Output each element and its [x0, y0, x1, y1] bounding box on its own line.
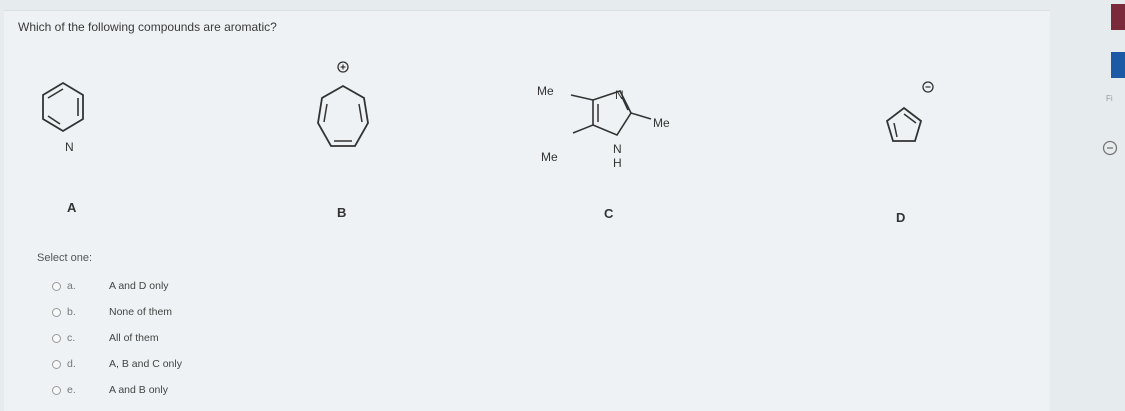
select-one-label: Select one: [37, 252, 93, 264]
option-b[interactable] [52, 304, 172, 320]
tropylium-structure [310, 58, 380, 158]
atom-n: N [65, 140, 74, 154]
atom-me-right: Me [653, 116, 670, 130]
radio-button[interactable] [52, 360, 61, 369]
option-text: A and B only [109, 384, 168, 396]
side-panel [1098, 0, 1125, 407]
atom-me-bottom: Me [541, 150, 558, 164]
radio-button[interactable] [52, 334, 61, 343]
radio-button[interactable] [52, 386, 61, 395]
flag-marker-top[interactable] [1111, 4, 1125, 30]
option-text: A, B and C only [109, 358, 182, 370]
molecule-label-b: B [337, 205, 347, 220]
option-letter: c. [67, 332, 76, 344]
atom-n-bottom: N [613, 142, 622, 156]
side-label: Fi [1106, 94, 1113, 103]
question-text: Which of the following compounds are aromatic? [18, 20, 277, 34]
minus-circle-icon[interactable] [1102, 140, 1118, 161]
molecule-a [38, 78, 98, 163]
molecule-label-c: C [604, 206, 614, 221]
option-letter: e. [67, 384, 76, 396]
molecule-label-d: D [896, 210, 906, 225]
atom-me-top: Me [537, 84, 554, 98]
option-a[interactable] [52, 278, 169, 294]
option-e[interactable] [52, 382, 168, 398]
flag-marker-blue[interactable] [1111, 52, 1125, 78]
cyclopentadienyl-structure [873, 78, 943, 158]
option-letter: b. [67, 306, 76, 318]
option-text: None of them [109, 306, 173, 318]
option-letter: d. [67, 358, 76, 370]
molecule-b [310, 58, 380, 163]
option-text: All of them [109, 332, 159, 344]
imidazole-structure [535, 75, 705, 175]
option-c[interactable] [52, 330, 159, 346]
atom-h: H [613, 156, 622, 170]
option-letter: a. [67, 280, 76, 292]
molecule-d [873, 78, 943, 163]
option-text: A and D only [109, 280, 169, 292]
atom-n-top: N [615, 88, 624, 102]
radio-button[interactable] [52, 282, 61, 291]
pyridine-structure [38, 78, 98, 158]
molecule-c [535, 75, 705, 180]
molecule-label-a: A [67, 200, 77, 215]
option-d[interactable] [52, 356, 182, 372]
question-panel [4, 10, 1050, 411]
radio-button[interactable] [52, 308, 61, 317]
